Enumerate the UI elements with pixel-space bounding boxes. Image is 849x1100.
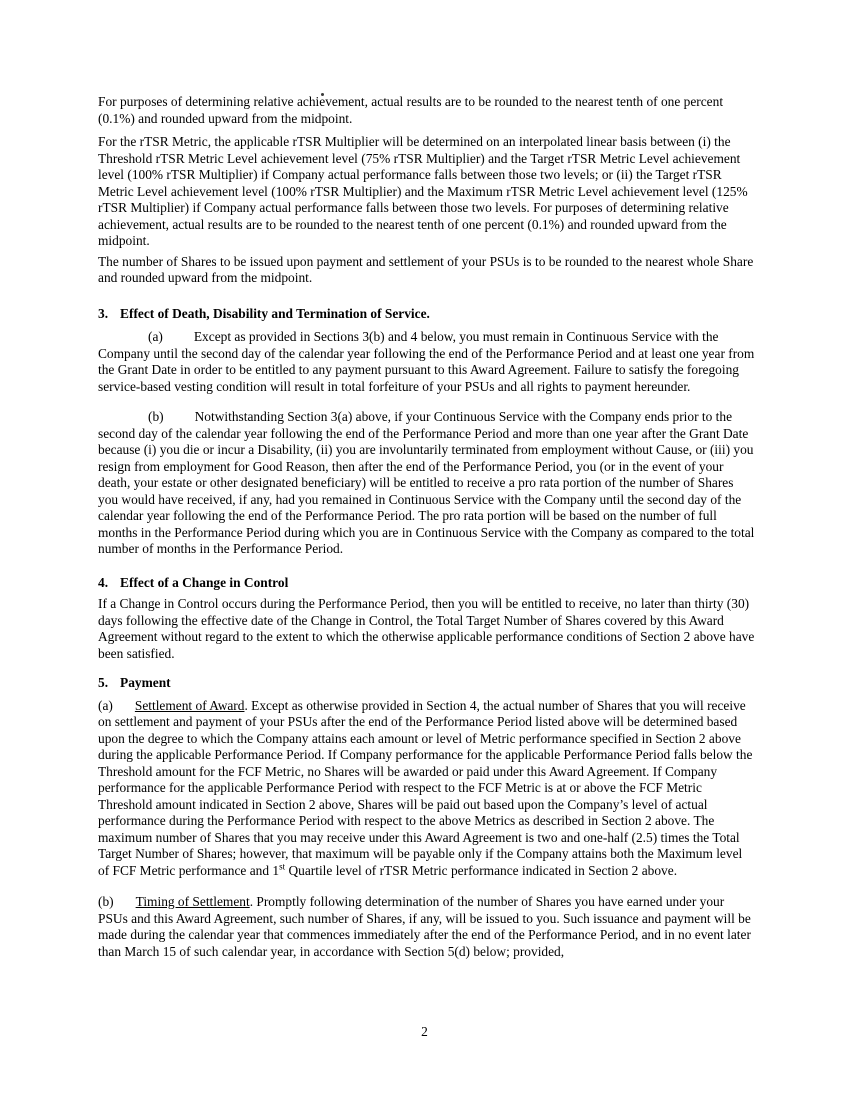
section-3a-label: (a) [148,329,163,344]
section-4-heading [98,575,756,592]
section-5b-paragraph [98,894,756,960]
section-3a-text: Except as provided in Sections 3(b) and 4 below, you must remain in Continuous Service with the Company until the second day of the calendar year following the end of the Performance Period and at least one year from the Grant Date in order to be entitled to any payment pursuant to this Award Agreement. Failure to satisfy the foregoing service-based vesting condition will result in total forfeiture of your PSUs and all rights to payment hereunder. [98,329,755,394]
paragraph-share-rounding: The number of Shares to be issued upon payment and settlement of your PSUs is to be rounded to the nearest whole Share and rounded upward from the midpoint. [98,253,754,285]
section-3-title: Effect of Death, Disability and Termination of Service. [120,305,430,321]
section-5-number: 5. [98,675,109,690]
section-3b-label: (b) [148,409,164,424]
section-5a-paragraph [98,698,756,880]
section-5-title: Payment [120,675,171,690]
section-5-heading [98,675,756,692]
section-4-title: Effect of a Change in Control [120,574,289,590]
paragraph-rtsr-multiplier: For the rTSR Metric, the applicable rTSR Multiplier will be determined on an interpolated linear basis between (i) the Threshold rTSR Metric Level achievement level (75% rTSR Multiplier) and the Target rTSR Metric Level achievement level (100% rTSR Multiplier) if Company actual performance falls between those two levels; or (ii) the Target rTSR Metric Level achievement level (100% rTSR Multiplier) and the Maximum rTSR Metric Level achievement level (125% rTSR Multiplier) if Company actual performance falls between those two levels. For purposes of determining relative achievement, actual results are to be rounded to the nearest tenth of one percent (0.1%) and rounded upward from the midpoint. [98,134,748,248]
section-4-number: 4. [98,574,109,590]
section-3a-paragraph [98,329,756,395]
paragraph-rounding-intro: For purposes of determining relative achievement, actual results are to be rounded to the nearest tenth of one percent (0.1%) and rounded upward from the midpoint. [98,94,724,126]
document-body [98,94,756,960]
page-number: 2 [421,1024,428,1039]
section-5a-text-before-sup: . Except as otherwise provided in Section 4, the actual number of Shares that you will receive on settlement and payment of your PSUs after the end of the Performance Period listed above will be determined based upon the degree to which the Company attains each amount or level of Metric performance specified in Section 2 above during the applicable Performance Period. If Company performance for the applicable Performance Period falls below the Threshold amount for the FCF Metric, no Shares will be awarded or paid under this Award Agreement. If Company performance for the applicable Performance Period with respect to the FCF Metric is at or above the FCF Metric Threshold amount indicated in Section 2 above, Shares will be paid out based upon the Company’s level of actual performance during the Performance Period with respect to the above Metrics as described in Section 2 above. The maximum number of Shares that you may receive under this Award Agreement is two and one-half (2.5) times the Total Target Number of Shares; however, that maximum will be payable only if the Company attains both the Maximum level of FCF Metric performance and 1 [98,697,753,878]
section-3b-text: Notwithstanding Section 3(a) above, if your Continuous Service with the Company ends prior to the second day of the calendar year following the end of the Performance Period and more than one year after the Grant Date because (i) you die or incur a Disability, (ii) you are involuntarily terminated from employment without Cause, or (iii) you resign from employment for Good Reason, then after the end of the Performance Period, you (or in the event of your death, your estate or other designated beneficiary) will be entitled to receive a pro rata portion of the number of Shares you would have received, if any, had you remained in Continuous Service with the Company until the second day of the calendar year following the end of the Performance Period. The pro rata portion will be based on the number of full months in the Performance Period during which you are in Continuous Service with the Company as compared to the total number of months in the Performance Period. [98,409,755,556]
section-5a-label: (a) [98,697,113,713]
ordinal-superscript: st [279,861,286,872]
section-3-number: 3. [98,305,109,321]
section-5b-label: (b) [98,894,114,909]
section-4-body: If a Change in Control occurs during the Performance Period, then you will be entitled to receive, no later than thirty (30) days following the effective date of the Change in Control, the Total Target Number of Shares covered by this Award Agreement without regard to the extent to which the otherwise applicable performance conditions of Section 2 above have been satisfied. [98,596,755,661]
section-5a-underlined-heading: Settlement of Award [134,697,245,713]
section-5a-text-after-sup: Quartile level of rTSR Metric performance indicated in Section 2 above. [285,862,678,878]
section-3b-paragraph [98,409,756,558]
section-5b-underlined-heading: Timing of Settlement [135,894,250,909]
section-5b-text: . Promptly following determination of the number of Shares you have earned under your PSUs and this Award Agreement, such number of Shares, if any, will be issued to you. Such issuance and payment will be made during the calendar year that commences immediately after the end of the Performance Period, and in no event later than March 15 of such calendar year, in accordance with Section 5(d) below; provided, [98,894,751,959]
section-3-heading [98,306,756,323]
